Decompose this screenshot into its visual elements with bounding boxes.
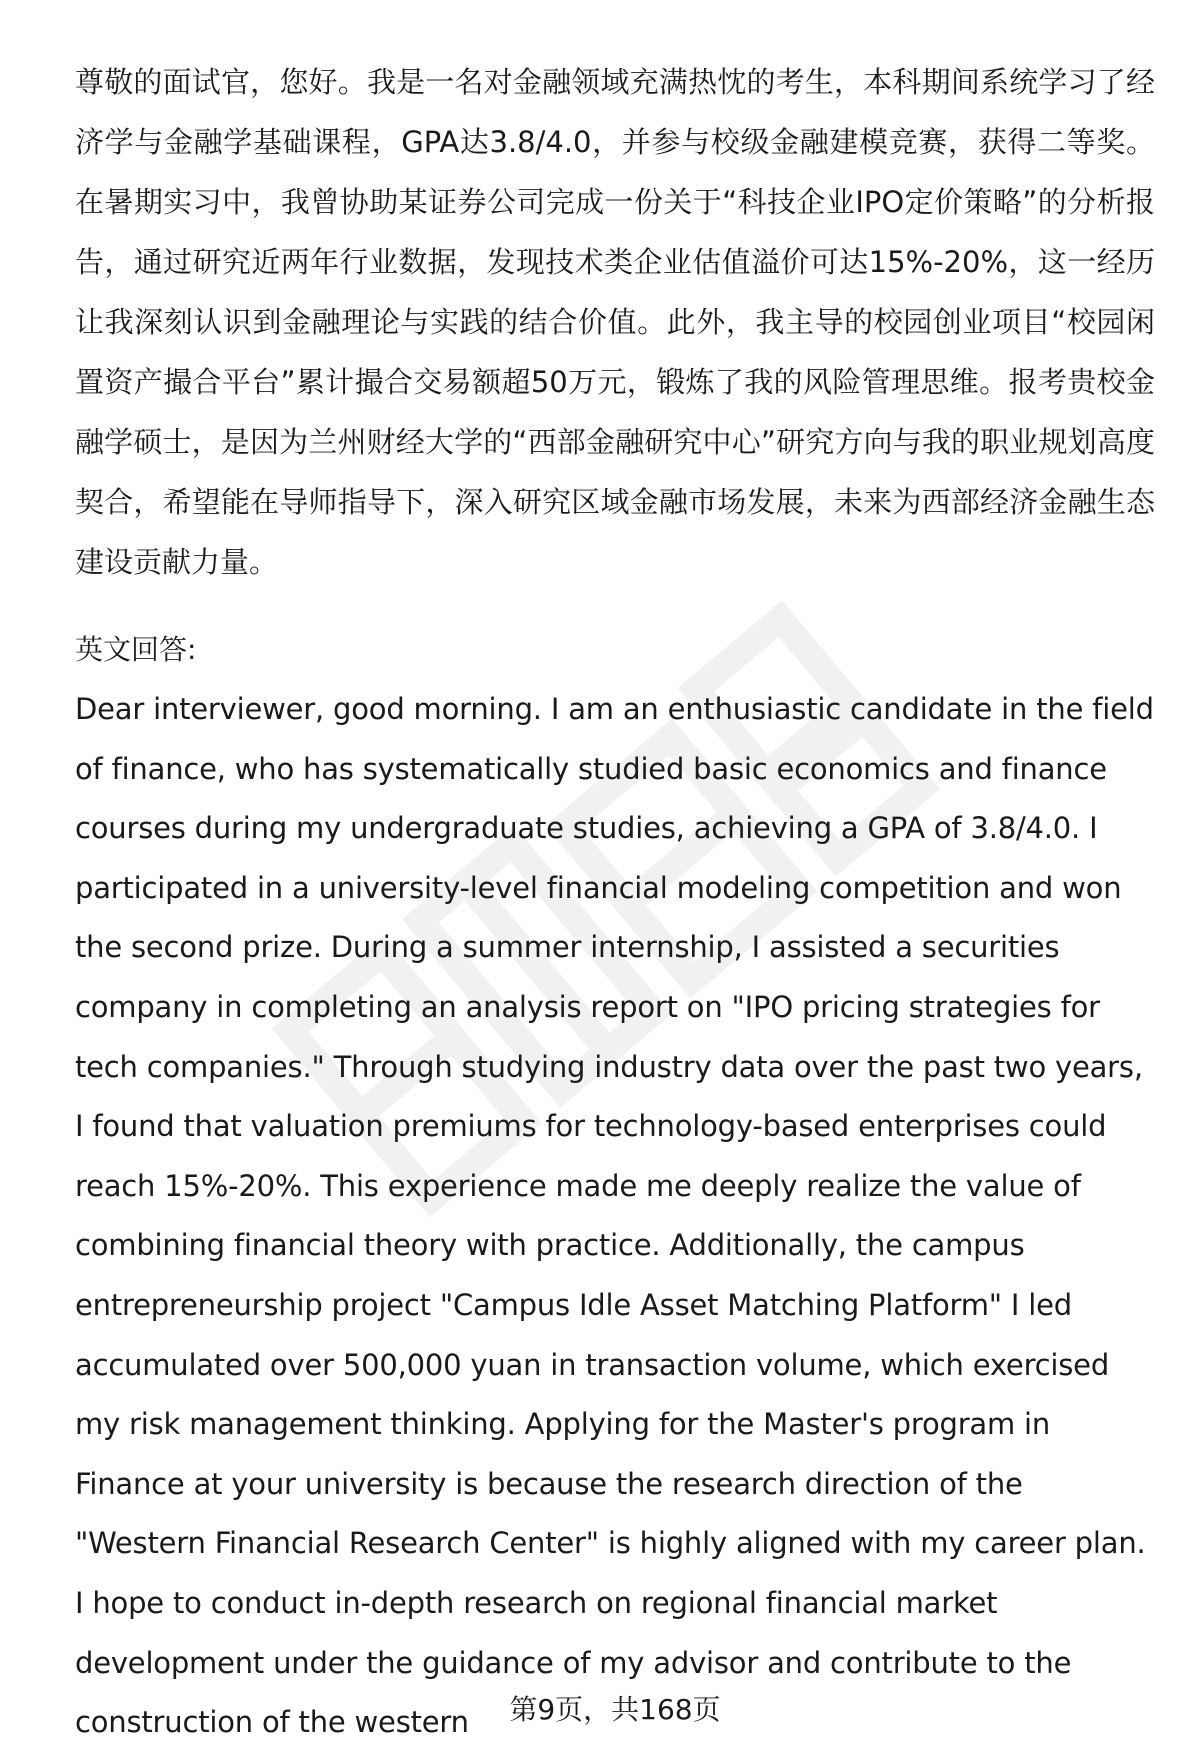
english-answer-paragraph: Dear interviewer, good morning. I am an enthusiastic candidate in the field of finance, who has systematically studied basic economics and finance courses during my undergraduate studies, achieving a GPA of 3.8/4.0. I participated in a university-level financial modeling competition and won the second prize. During a summer internship, I assisted a securities company in completing an analysis report on "IPO pricing strategies for tech companies." Through studying industry data over the past two years, I found that valuation premiums for technology-based enterprises could reach 15%-20%. This experience made me deeply realize the value of combining financial theory with practice. Additionally, the campus entrepreneurship project "Campus Idle Asset Matching Platform" I led accumulated over 500,000 yuan in transaction volume, which exercised my risk management thinking. Applying for the Master's program in Finance at your university is because the research direction of the "Western Financial Research Center" is highly aligned with my career plan. I hope to conduct in-depth research on regional financial market development under the guidance of my advisor and contribute to the construction of the western	[75, 692, 1154, 1740]
english-answer-label: 英文回答:	[75, 633, 197, 666]
chinese-answer-paragraph: 尊敬的面试官，您好。我是一名对金融领域充满热忱的考生，本科期间系统学习了经济学与金融学基础课程，GPA达3.8/4.0，并参与校级金融建模竞赛，获得二等奖。在暑期实习中，我曾协助某证券公司完成一份关于“科技企业IPO定价策略”的分析报告，通过研究近两年行业数据，发现技术类企业估值溢价可达15%-20%，这一经历让我深刻认识到金融理论与实践的结合价值。此外，我主导的校园创业项目“校园闲置资产撮合平台”累计撮合交易额超50万元，锻炼了我的风险管理思维。报考贵校金融学硕士，是因为兰州财经大学的“西部金融研究中心”研究方向与我的职业规划高度契合，希望能在导师指导下，深入研究区域金融市场发展，未来为西部经济金融生态建设贡献力量。	[75, 65, 1155, 579]
page-number-footer: 第9页，共168页	[509, 1693, 721, 1726]
document-body	[75, 52, 1155, 1753]
